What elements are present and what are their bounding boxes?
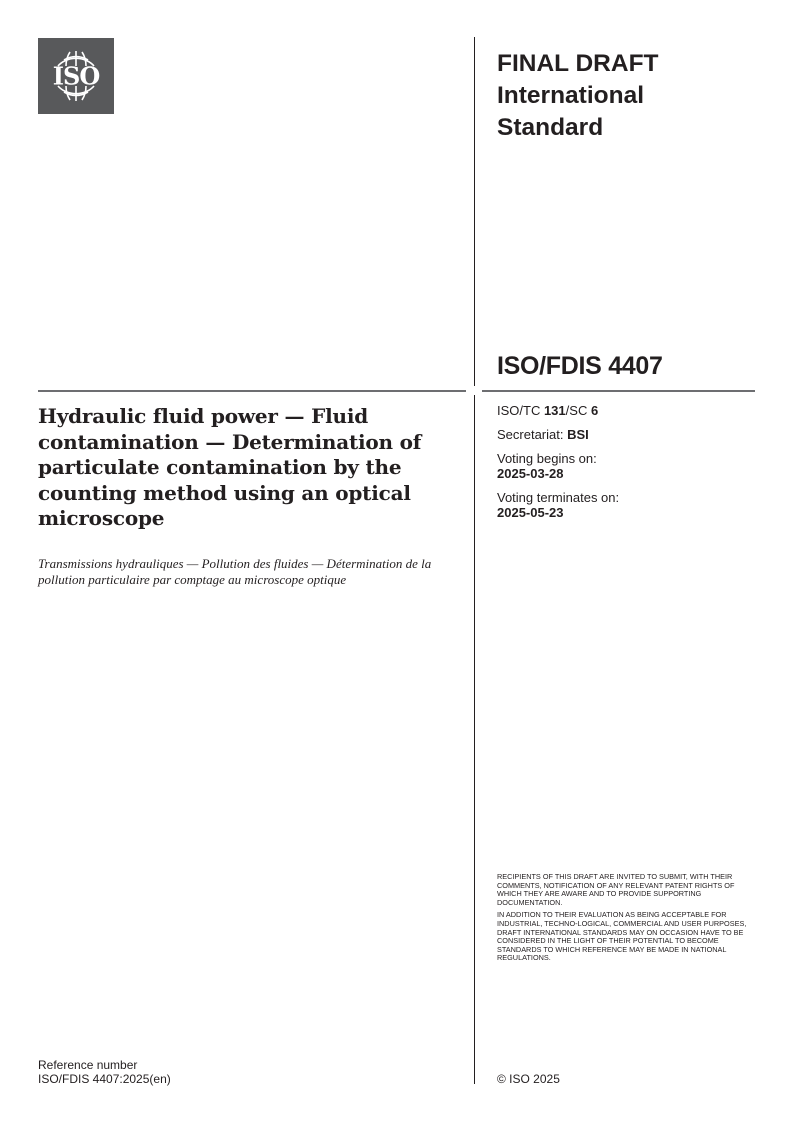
notice-paragraph-1: RECIPIENTS OF THIS DRAFT ARE INVITED TO SUBMIT, WITH THEIR COMMENTS, NOTIFICATION OF ANY RELEVANT PATENT RIGHTS OF WHICH THEY ARE AWARE AND TO PROVIDE SUPPORTING DOCUMENTATION. — [497, 872, 735, 907]
document-type — [497, 48, 659, 144]
reference-block — [38, 1059, 171, 1086]
doc-type-line2: International — [497, 82, 645, 109]
secretariat — [497, 427, 619, 442]
committee-sc: 6 — [590, 403, 599, 418]
voting-begins — [497, 451, 619, 481]
copyright: © ISO 2025 — [497, 1072, 560, 1086]
committee-prefix: ISO/TC — [497, 403, 544, 418]
committee-sep: /SC — [565, 403, 591, 418]
voting-terminates-date: 2025-05-23 — [497, 505, 564, 520]
committee — [497, 403, 619, 418]
document-number: ISO/FDIS 4407 — [497, 352, 663, 380]
doc-type-line1: FINAL DRAFT — [497, 50, 659, 77]
voting-terminates-label: Voting terminates on: — [497, 490, 620, 505]
horizontal-divider-right — [482, 390, 755, 392]
horizontal-divider-left — [38, 390, 466, 392]
draft-notice — [497, 873, 757, 967]
reference-number: ISO/FDIS 4407:2025(en) — [38, 1071, 171, 1086]
voting-begins-label: Voting begins on: — [497, 451, 597, 466]
title-french: Transmissions hydrauliques — Pollution des fluides — Détermination de la pollution particulaire par comptage au microscope optique — [38, 556, 432, 587]
secretariat-value: BSI — [567, 427, 589, 442]
doc-type-line3: Standard — [497, 114, 604, 141]
notice-paragraph-2: IN ADDITION TO THEIR EVALUATION AS BEING ACCEPTABLE FOR INDUSTRIAL, TECHNO-LOGICAL, COMMERCIAL AND USER PURPOSES, DRAFT INTERNATIONAL STANDARDS MAY ON OCCASION HAVE TO BE CONSIDERED IN THE LIGHT OF THEIR POTENTIAL TO BECOME STANDARDS TO WHICH REFERENCE MAY BE MADE IN NATIONAL REGULATIONS. — [497, 910, 747, 963]
reference-label: Reference number — [38, 1058, 138, 1072]
committee-tc: 131 — [543, 403, 566, 418]
secretariat-label: Secretariat: — [497, 427, 568, 442]
document-meta — [497, 403, 619, 529]
iso-globe-logo-icon — [38, 38, 114, 114]
title-english: Hydraulic fluid power — Fluid contamination — Determination of particulate contamination by the counting method using an optical microscope — [38, 404, 422, 530]
vertical-divider — [474, 37, 475, 1084]
svg-text:ISO: ISO — [52, 61, 100, 91]
iso-logo — [38, 38, 114, 114]
voting-begins-date: 2025-03-28 — [497, 466, 564, 481]
divider-gap — [470, 386, 479, 395]
voting-terminates — [497, 490, 619, 520]
